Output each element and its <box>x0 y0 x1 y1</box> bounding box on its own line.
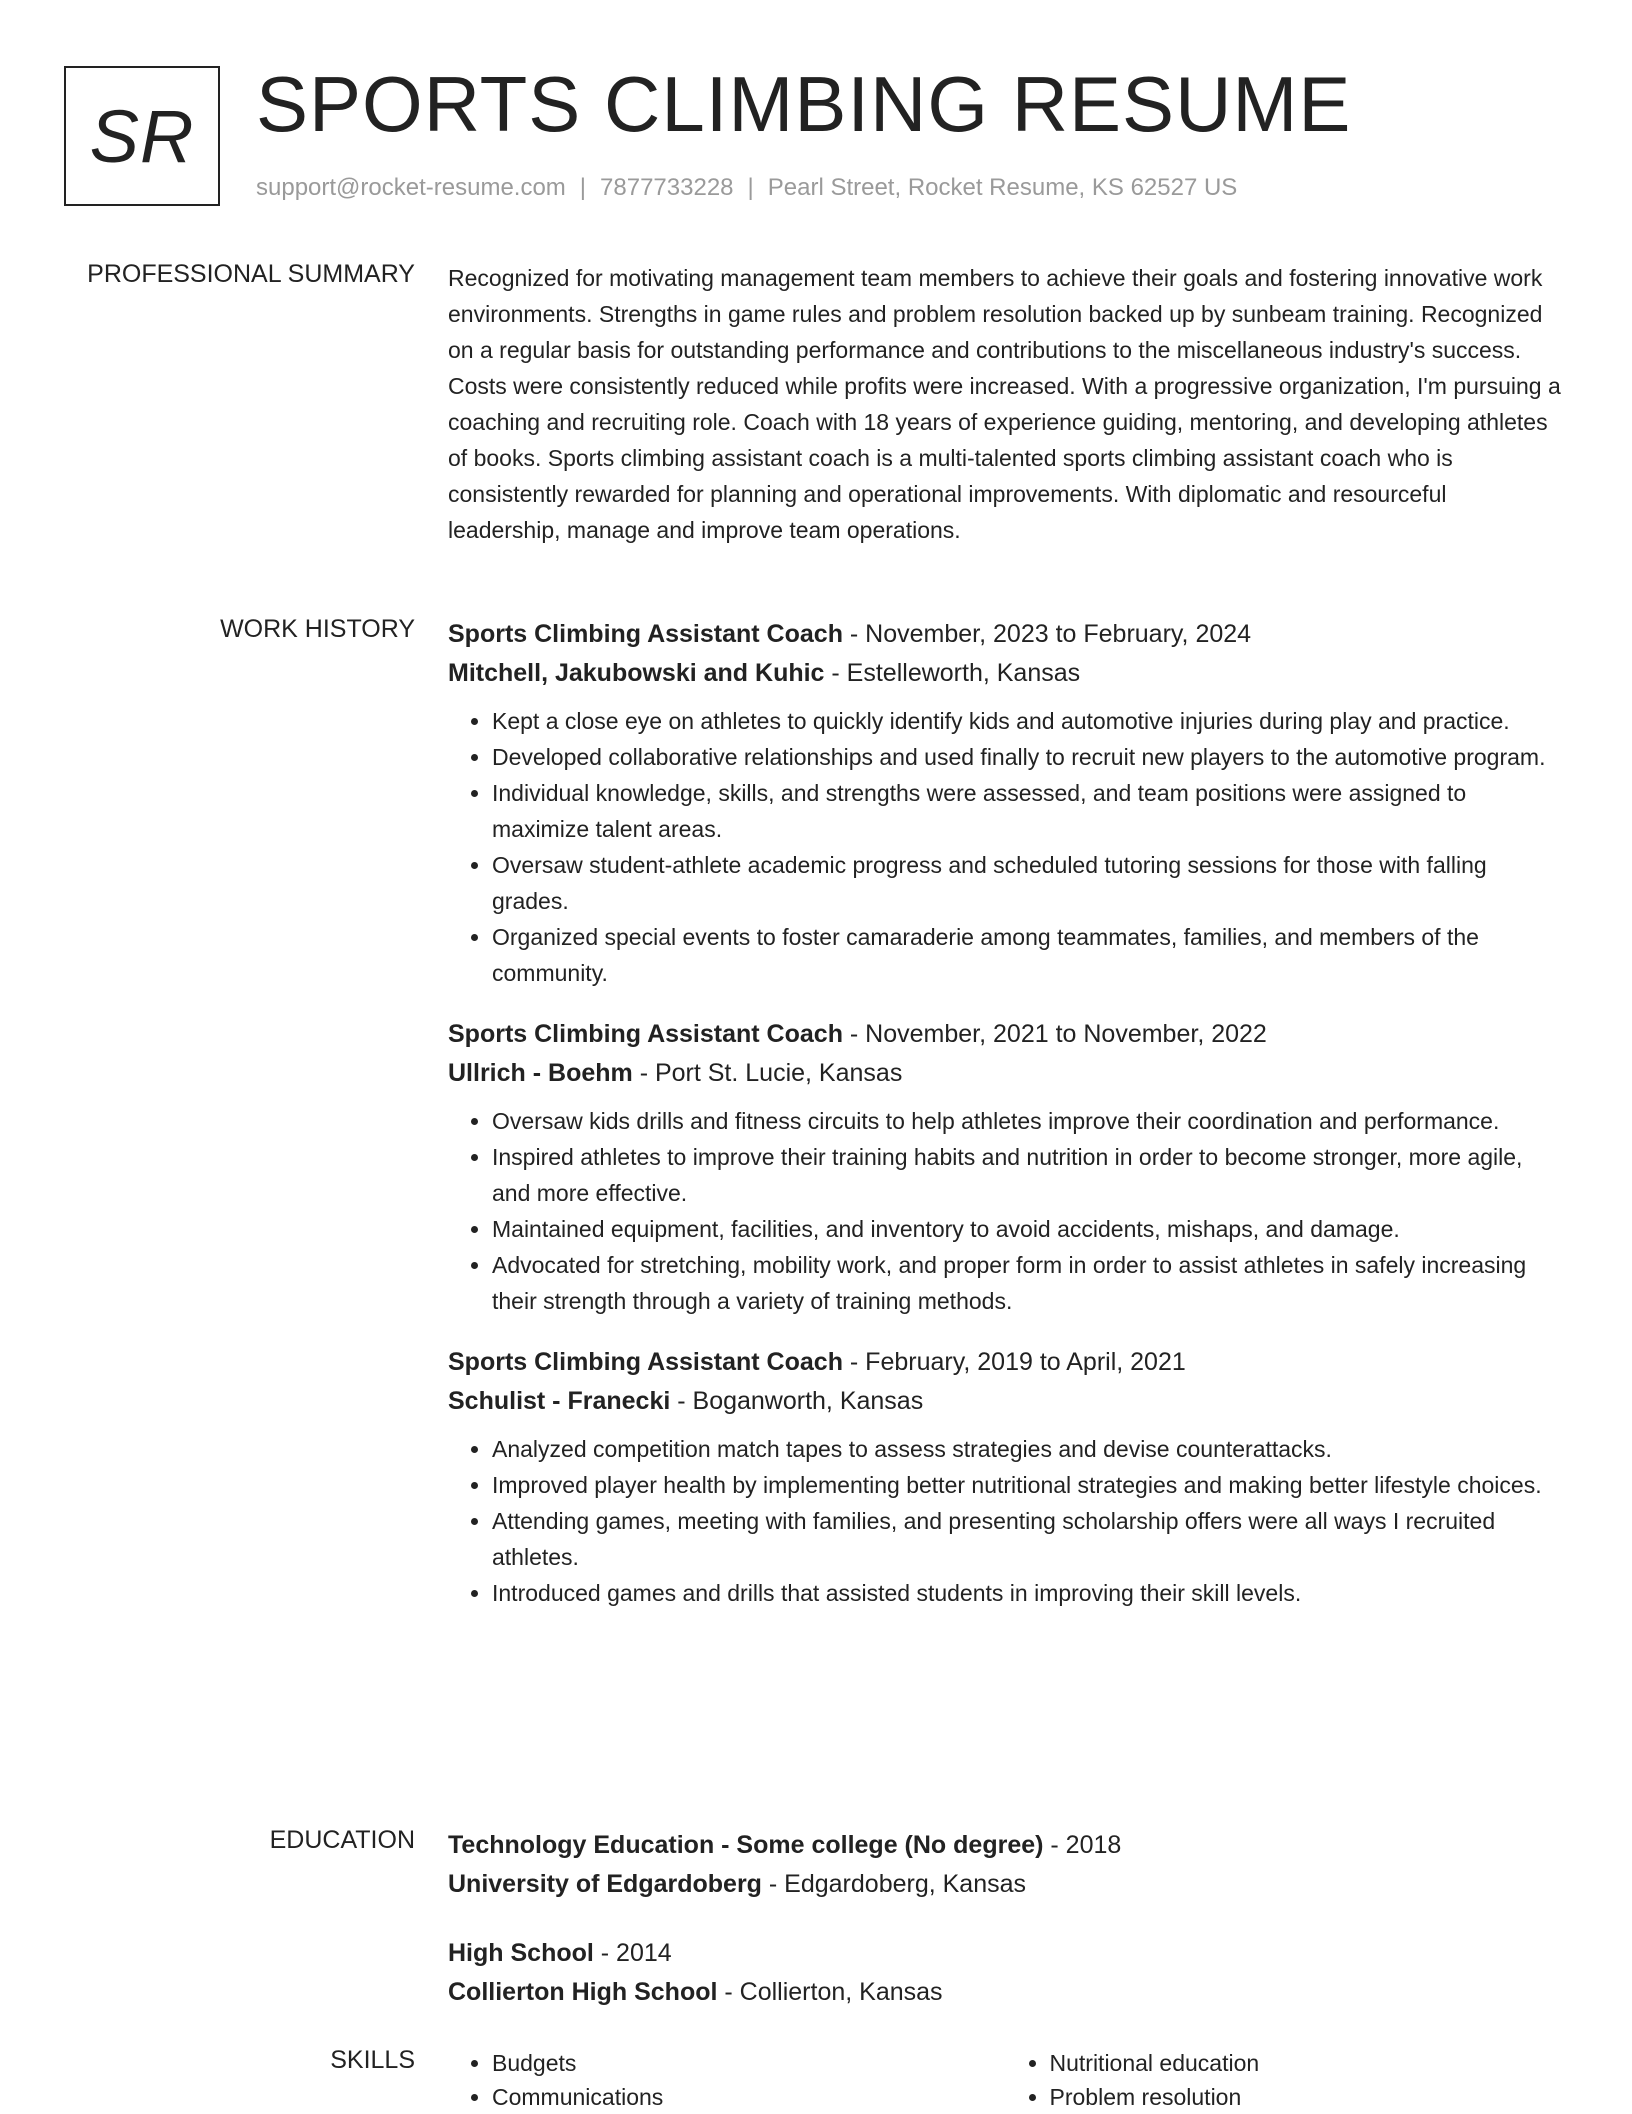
job-dates: - November, 2023 to February, 2024 <box>842 620 1252 648</box>
education-year: - 2014 <box>593 1939 672 1967</box>
job-bullet: • Oversaw student-athlete academic progress and scheduled tutoring sessions for those with falling grades. <box>492 847 1563 919</box>
job-title-line <box>448 1015 1563 1054</box>
job-title-line <box>448 1343 1563 1382</box>
job-company: Schulist - Franecki <box>448 1387 671 1415</box>
job-location: - Boganworth, Kansas <box>670 1387 924 1415</box>
job-bullet: • Attending games, meeting with families, and presenting scholarship offers were all ways I recruited athletes. <box>492 1503 1563 1575</box>
summary-text: Recognized for motivating management team members to achieve their goals and fostering innovative work environments. Strengths in game rules and problem resolution backed up by sunbeam training. Recognized on a regular basis for outstanding performance and contributions to the miscellaneous industry's success. Costs were consistently reduced while profits were increased. With a progressive organization, I'm pursuing a coaching and recruiting role. Coach with 18 years of experience guiding, mentoring, and developing athletes of books. Sports climbing assistant coach is a multi-talented sports climbing assistant coach who is consistently rewarded for planning and operational improvements. With diplomatic and resourceful leadership, manage and improve team operations. <box>448 265 1561 543</box>
work-history-list <box>448 615 1563 1635</box>
job-dates: - February, 2019 to April, 2021 <box>842 1348 1186 1376</box>
education-entry <box>448 1934 1563 2012</box>
job-entry <box>448 1343 1563 1611</box>
education-degree: Technology Education - Some college (No degree) <box>448 1831 1044 1859</box>
education-school: Collierton High School <box>448 1978 718 2006</box>
job-title: Sports Climbing Assistant Coach <box>448 1348 843 1376</box>
education-list <box>448 1826 1563 2042</box>
education-school-line <box>448 1865 1563 1904</box>
skills-columns <box>448 2046 1563 2114</box>
job-bullet: • Analyzed competition match tapes to assess strategies and devise counterattacks. <box>492 1431 1563 1467</box>
contact-line <box>256 174 1237 202</box>
education-school: University of Edgardoberg <box>448 1870 762 1898</box>
skills-column-left <box>448 2046 1006 2114</box>
job-bullets <box>448 703 1563 991</box>
job-company: Ullrich - Boehm <box>448 1059 633 1087</box>
job-bullet: • Advocated for stretching, mobility work, and proper form in order to assist athletes in safely increasing their strength through a variety of training methods. <box>492 1247 1563 1319</box>
job-company: Mitchell, Jakubowski and Kuhic <box>448 659 825 687</box>
job-location: - Estelleworth, Kansas <box>824 659 1081 687</box>
contact-email: support@rocket-resume.com <box>256 174 566 201</box>
job-bullet: • Oversaw kids drills and fitness circuits to help athletes improve their coordination and performance. <box>492 1103 1563 1139</box>
contact-address: Pearl Street, Rocket Resume, KS 62527 US <box>767 174 1238 201</box>
job-company-line <box>448 1054 1563 1093</box>
contact-separator: | <box>579 174 587 201</box>
job-bullet: • Introduced games and drills that assisted students in improving their skill levels. <box>492 1575 1563 1611</box>
job-title: Sports Climbing Assistant Coach <box>448 620 843 648</box>
job-dates: - November, 2021 to November, 2022 <box>842 1020 1267 1048</box>
education-degree-line <box>448 1826 1563 1865</box>
job-bullet: • Individual knowledge, skills, and strengths were assessed, and team positions were assigned to maximize talent areas. <box>492 775 1563 847</box>
resume-title: SPORTS CLIMBING RESUME <box>256 60 1352 148</box>
education-degree-line <box>448 1934 1563 1973</box>
education-school-line <box>448 1973 1563 2012</box>
job-bullets <box>448 1103 1563 1319</box>
job-bullet: • Improved player health by implementing better nutritional strategies and making better lifestyle choices. <box>492 1467 1563 1503</box>
skill-item: • Communications <box>492 2080 1006 2114</box>
education-location: - Edgardoberg, Kansas <box>761 1870 1027 1898</box>
job-entry <box>448 615 1563 991</box>
skill-item: • Budgets <box>492 2046 1006 2080</box>
job-bullet: • Kept a close eye on athletes to quickly identify kids and automotive injuries during play and practice. <box>492 703 1563 739</box>
job-entry <box>448 1015 1563 1319</box>
education-location: - Collierton, Kansas <box>717 1978 943 2006</box>
skill-item: • Problem resolution <box>1050 2080 1564 2114</box>
job-location: - Port St. Lucie, Kansas <box>632 1059 903 1087</box>
education-year: - 2018 <box>1043 1831 1122 1859</box>
job-title-line <box>448 615 1563 654</box>
job-bullet: • Maintained equipment, facilities, and inventory to avoid accidents, mishaps, and damage. <box>492 1211 1563 1247</box>
job-company-line <box>448 654 1563 693</box>
contact-phone: 7877733228 <box>600 174 734 201</box>
skill-item: • Nutritional education <box>1050 2046 1564 2080</box>
education-label: EDUCATION <box>269 1826 415 1854</box>
resume-header <box>64 60 1584 216</box>
job-bullet: • Organized special events to foster camaraderie among teammates, families, and members of the community. <box>492 919 1563 991</box>
job-title: Sports Climbing Assistant Coach <box>448 1020 843 1048</box>
education-degree: High School <box>448 1939 594 1967</box>
job-bullet: • Inspired athletes to improve their training habits and nutrition in order to become stronger, more agile, and more effective. <box>492 1139 1563 1211</box>
job-company-line <box>448 1382 1563 1421</box>
job-bullet: • Developed collaborative relationships and used finally to recruit new players to the automotive program. <box>492 739 1563 775</box>
job-bullets <box>448 1431 1563 1611</box>
skills-label: SKILLS <box>330 2046 415 2074</box>
work-history-label: WORK HISTORY <box>220 615 415 643</box>
summary-label: PROFESSIONAL SUMMARY <box>87 260 415 288</box>
monogram-logo: SR <box>64 66 220 206</box>
skills-column-right <box>1006 2046 1564 2114</box>
education-entry <box>448 1826 1563 1904</box>
contact-separator: | <box>747 174 754 201</box>
